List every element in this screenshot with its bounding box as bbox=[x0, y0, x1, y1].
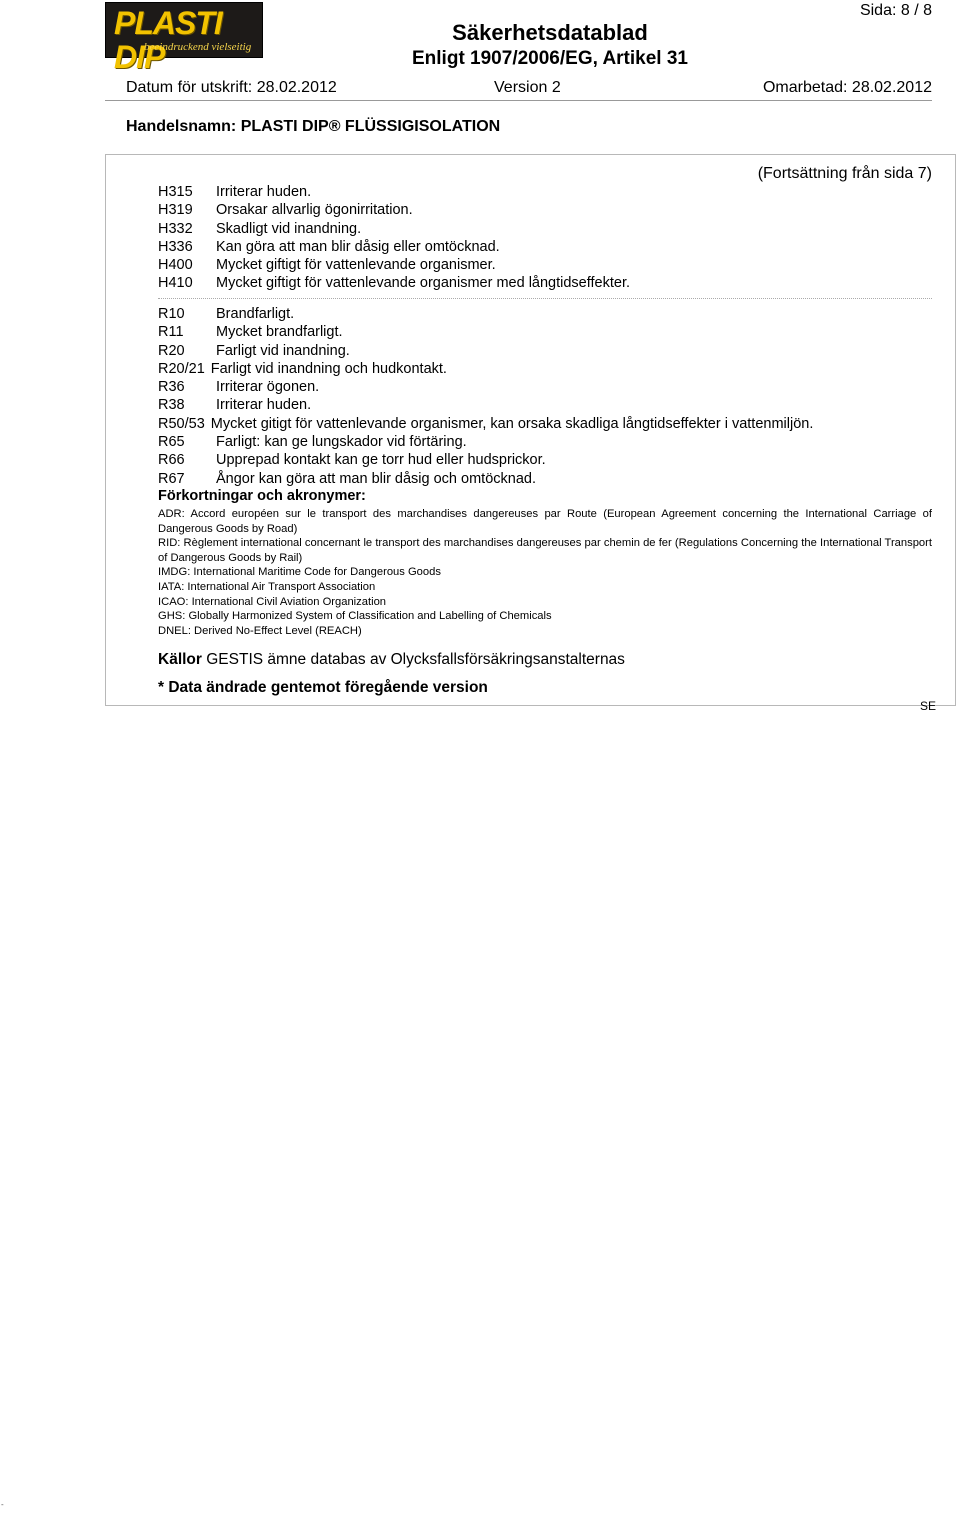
phrase-text: Irriterar huden. bbox=[216, 397, 312, 414]
phrase-text: Orsakar allvarlig ögonirritation. bbox=[216, 202, 413, 219]
list-item: RID: Règlement international concernant le transport des marchandises dangereuses par chemin de fer (Regulations Concerning the International Transport of Dangerous Goods by Rail) bbox=[158, 537, 932, 564]
phrase-code: R67 bbox=[158, 470, 185, 487]
phrase-code: H410 bbox=[158, 275, 193, 292]
r-phrase-list bbox=[158, 305, 813, 488]
list-item: IMDG: International Maritime Code for Dangerous Goods bbox=[158, 566, 441, 579]
phrase-code: R65 bbox=[158, 434, 185, 451]
list-item: DNEL: Derived No-Effect Level (REACH) bbox=[158, 624, 362, 637]
phrase-code: R10 bbox=[158, 306, 185, 322]
list-item bbox=[158, 360, 813, 378]
list-item bbox=[158, 342, 813, 360]
phrase-text: Mycket giftigt för vattenlevande organismer. bbox=[216, 257, 496, 274]
list-item bbox=[158, 433, 813, 451]
phrase-code: R50/53 bbox=[158, 415, 205, 432]
header-info-bar bbox=[105, 77, 932, 101]
list-item: ICAO: International Civil Aviation Organization bbox=[158, 595, 387, 608]
phrase-code: R11 bbox=[158, 324, 184, 341]
sources-text: GESTIS ämne databas av Olycksfallsförsäkringsanstalternas bbox=[206, 651, 625, 668]
phrase-code: R20/21 bbox=[158, 360, 205, 377]
phrase-code: H332 bbox=[158, 220, 193, 237]
list-item bbox=[158, 256, 630, 274]
phrase-text: Kan göra att man blir dåsig eller omtöcknad. bbox=[216, 238, 500, 255]
phrase-text: Upprepad kontakt kan ge torr hud eller hudsprickor. bbox=[216, 452, 546, 469]
phrase-text: Ångor kan göra att man blir dåsig och omtöcknad. bbox=[216, 470, 536, 487]
changed-data-note: * Data ändrade gentemot föregående version bbox=[158, 679, 488, 696]
phrase-text: Farligt vid inandning. bbox=[216, 342, 350, 359]
phrase-text: Brandfarligt. bbox=[216, 306, 295, 322]
list-item bbox=[158, 451, 813, 469]
list-item bbox=[158, 396, 813, 414]
version-label: Version 2 bbox=[494, 79, 561, 96]
phrase-code: R38 bbox=[158, 397, 185, 414]
logo-text: PLASTI DIP bbox=[114, 5, 222, 75]
list-item bbox=[158, 238, 630, 256]
sources-label: Källor bbox=[158, 651, 202, 668]
abbreviations-heading: Förkortningar och akronymer: bbox=[158, 488, 366, 504]
sources-line bbox=[158, 650, 625, 669]
list-item bbox=[158, 274, 630, 292]
list-item bbox=[158, 378, 813, 396]
company-logo bbox=[105, 2, 263, 75]
phrase-text: Irriterar huden. bbox=[216, 184, 312, 200]
list-item bbox=[158, 470, 813, 488]
phrase-code: R66 bbox=[158, 452, 185, 469]
list-item bbox=[158, 305, 813, 323]
phrase-code: H319 bbox=[158, 202, 193, 219]
phrase-text: Skadligt vid inandning. bbox=[216, 220, 362, 237]
list-item bbox=[158, 201, 630, 219]
phrase-code: H315 bbox=[158, 184, 193, 200]
trade-name: Handelsnamn: PLASTI DIP® FLÜSSIGISOLATION bbox=[126, 118, 501, 135]
document-title: Säkerhetsdatablad bbox=[452, 20, 648, 45]
page-number: Sida: 8 / 8 bbox=[859, 2, 932, 19]
list-item bbox=[158, 220, 630, 238]
phrase-code: R20 bbox=[158, 342, 185, 359]
abbreviations-list bbox=[158, 507, 932, 638]
footer-mark: - bbox=[1, 1500, 4, 1509]
phrase-text: Farligt vid inandning och hudkontakt. bbox=[210, 360, 447, 377]
continued-note: (Fortsättning från sida 7) bbox=[757, 165, 932, 182]
h-phrase-list bbox=[158, 183, 630, 293]
language-code: SE bbox=[920, 699, 937, 713]
phrase-text: Mycket gitigt för vattenlevande organismer, kan orsaka skadliga långtidseffekter i vattenmiljön. bbox=[210, 415, 814, 432]
list-item bbox=[158, 415, 813, 433]
list-item: ADR: Accord européen sur le transport des marchandises dangereuses par Route (European Agreement concerning the International Carriage of Dangerous Goods by Road) bbox=[158, 508, 932, 535]
list-item bbox=[158, 323, 813, 341]
phrase-code: H336 bbox=[158, 238, 193, 255]
revised-date: Omarbetad: 28.02.2012 bbox=[762, 79, 932, 96]
phrase-text: Mycket giftigt för vattenlevande organismer med långtidseffekter. bbox=[216, 275, 631, 292]
logo-tagline: beeindruckend vielseitig bbox=[144, 41, 252, 53]
list-item: GHS: Globally Harmonized System of Classification and Labelling of Chemicals bbox=[158, 610, 552, 623]
phrase-text: Irriterar ögonen. bbox=[216, 379, 320, 396]
phrase-text: Mycket brandfarligt. bbox=[216, 324, 343, 341]
phrase-code: H400 bbox=[158, 257, 193, 274]
phrase-code: R36 bbox=[158, 379, 185, 396]
list-item: IATA: International Air Transport Association bbox=[158, 580, 376, 593]
print-date: Datum för utskrift: 28.02.2012 bbox=[126, 79, 337, 96]
list-item bbox=[158, 183, 630, 201]
phrase-text: Farligt: kan ge lungskador vid förtäring. bbox=[216, 434, 467, 451]
document-subtitle: Enligt 1907/2006/EG, Artikel 31 bbox=[412, 48, 688, 69]
dotted-divider bbox=[158, 298, 932, 299]
